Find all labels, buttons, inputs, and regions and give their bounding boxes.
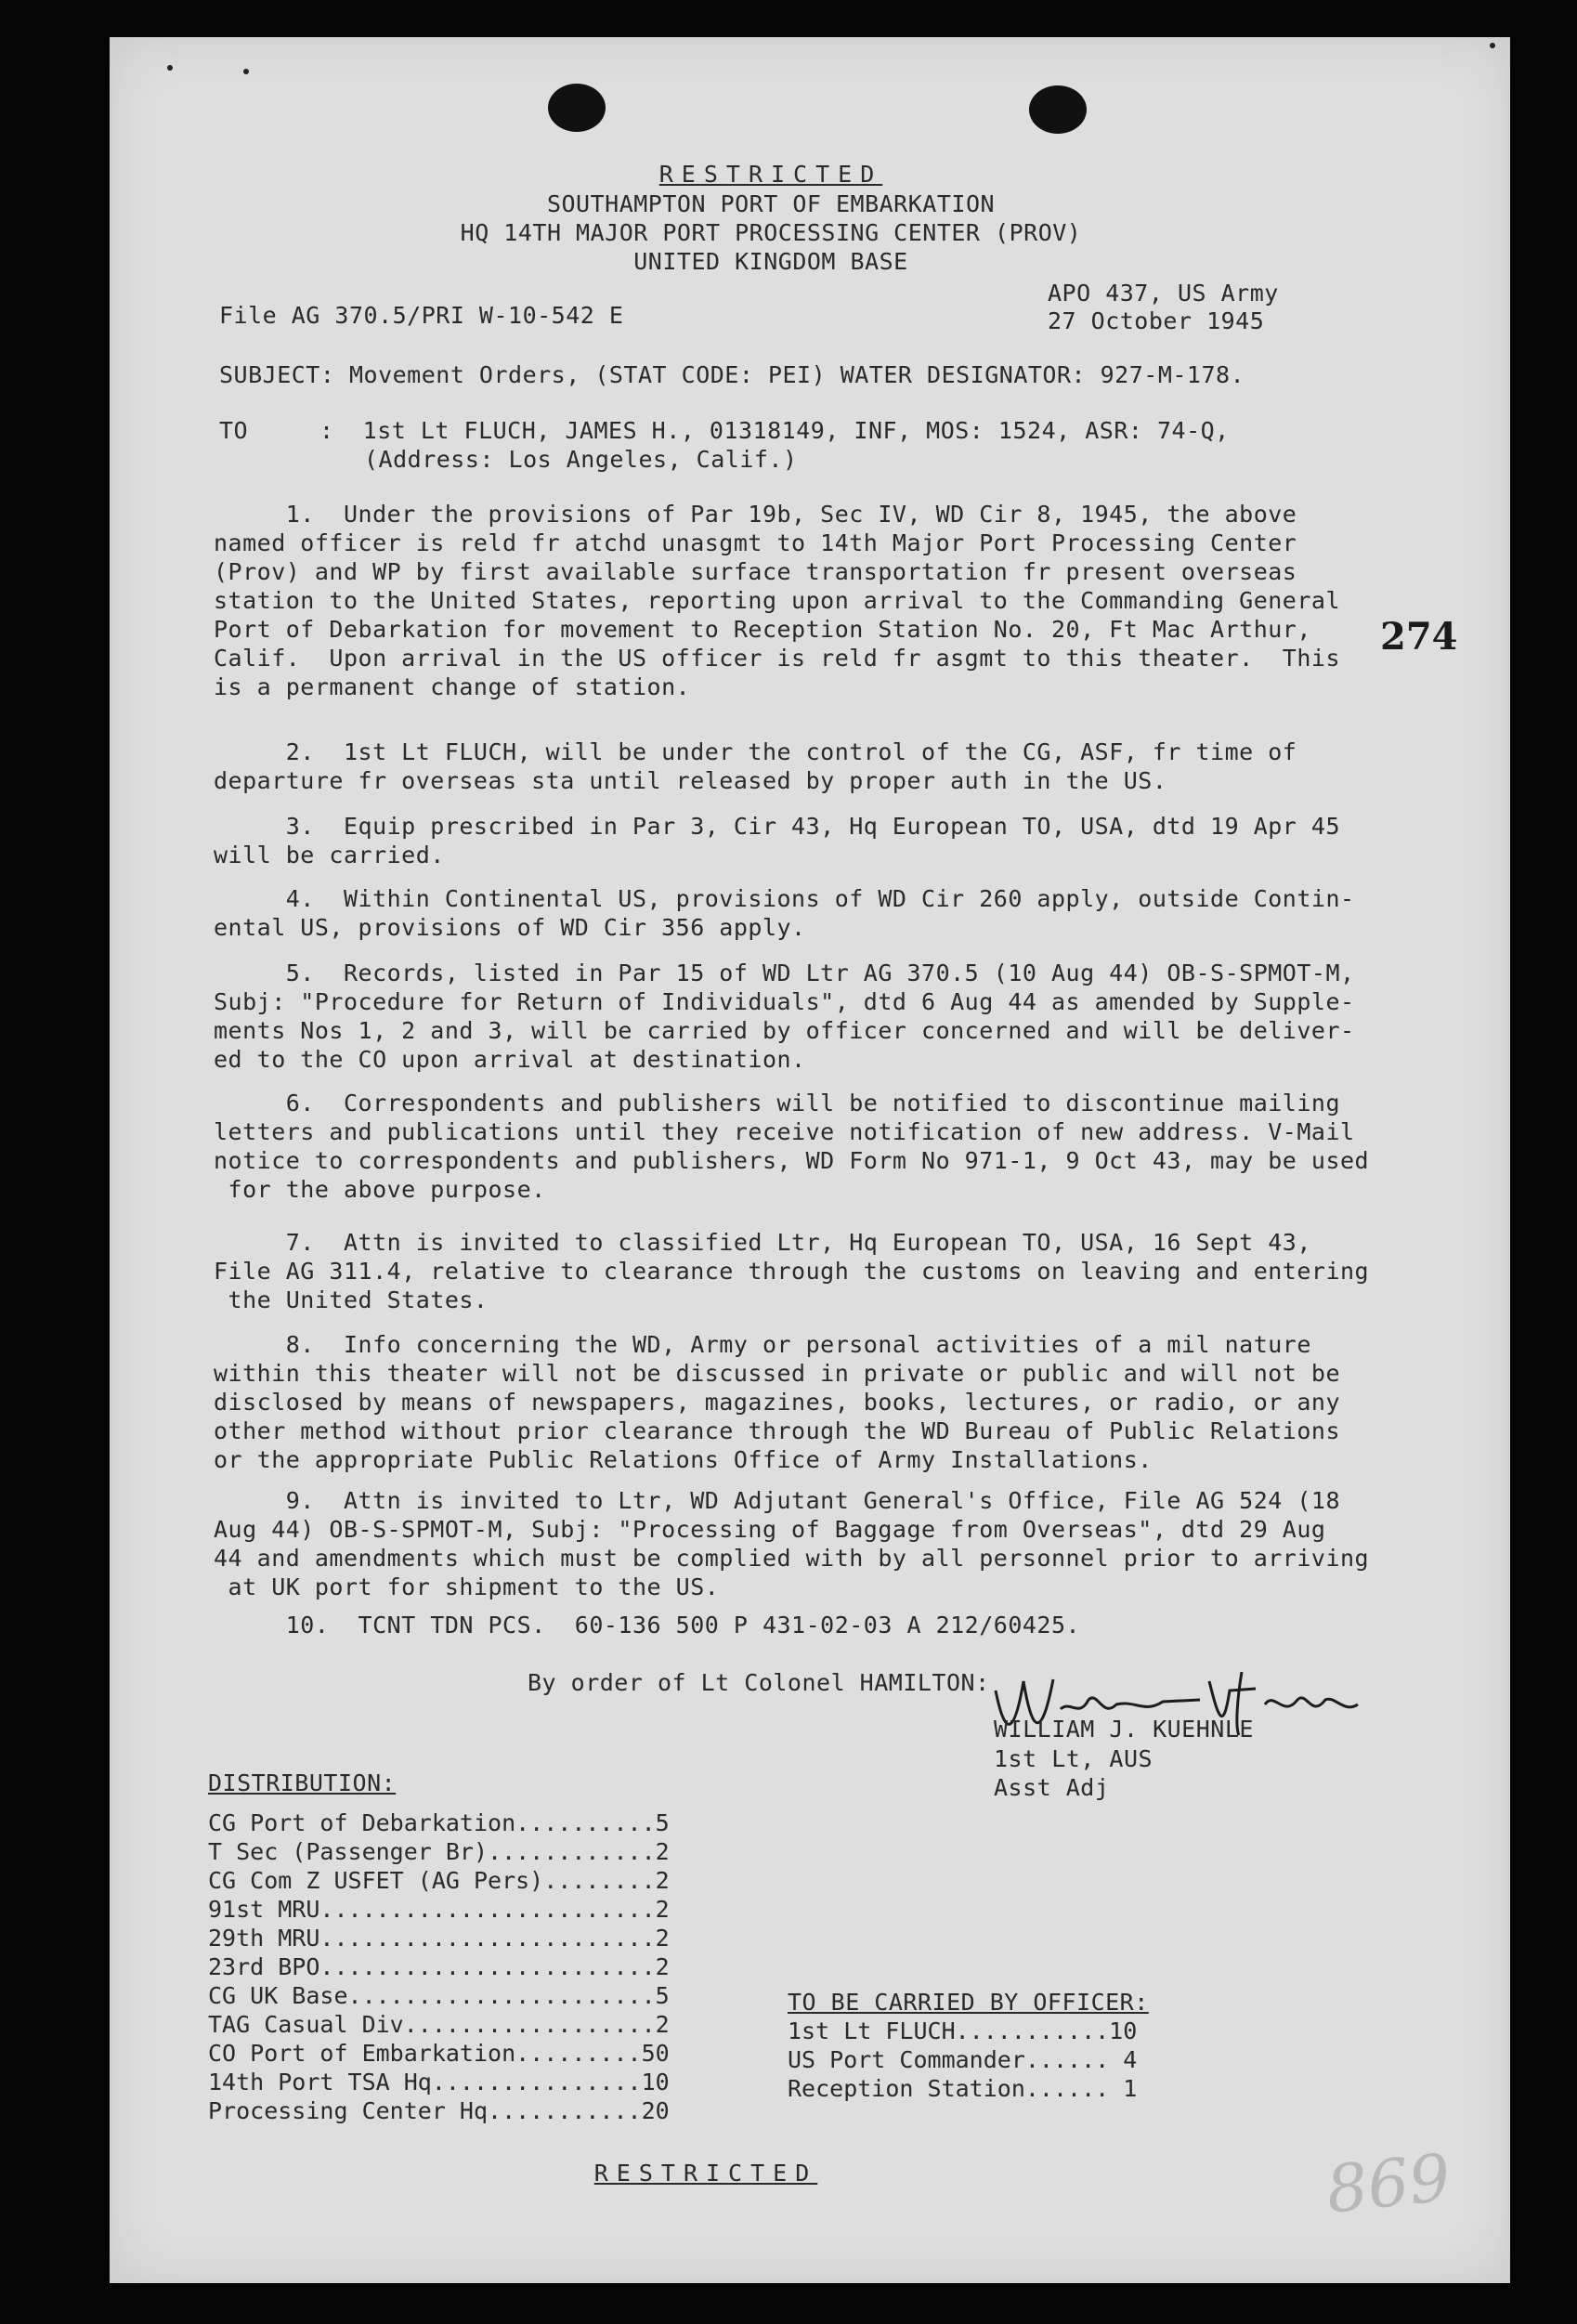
file-number: File AG 370.5/PRI W-10-542 E <box>219 302 624 329</box>
paragraph-1-line: 1. Under the provisions of Par 19b, Sec IV, WD Cir 8, 1945, the above <box>214 501 1297 528</box>
distribution-item: 29th MRU........................2 <box>208 1925 670 1952</box>
date-line: 27 October 1945 <box>1048 307 1265 334</box>
speck <box>243 69 249 74</box>
paragraph-10-line: 10. TCNT TDN PCS. 60-136 500 P 431-02-03 A 212/60425. <box>214 1612 1081 1639</box>
paragraph-6-line: 6. Correspondents and publishers will be notified to discontinue mailing <box>214 1090 1340 1116</box>
paragraph-6-line: notice to correspondents and publishers, WD Form No 971-1, 9 Oct 43, may be used <box>214 1147 1370 1174</box>
carried-item: US Port Commander...... 4 <box>788 2046 1138 2073</box>
paragraph-7-line: 7. Attn is invited to classified Ltr, Hq European TO, USA, 16 Sept 43, <box>214 1229 1311 1256</box>
by-order-line: By order of Lt Colonel HAMILTON: <box>528 1669 990 1696</box>
signer-title: Asst Adj <box>994 1774 1110 1801</box>
paragraph-5-line: ments Nos 1, 2 and 3, will be carried by officer concerned and will be deliver- <box>214 1017 1355 1044</box>
distribution-list <box>208 1808 670 2125</box>
paragraph-4-line: 4. Within Continental US, provisions of WD Cir 260 apply, outside Contin- <box>214 885 1355 912</box>
carried-item: Reception Station...... 1 <box>788 2075 1138 2102</box>
paragraph-1-line: named officer is reld fr atchd unasgmt to 14th Major Port Processing Center <box>214 529 1297 556</box>
classification-top: RESTRICTED <box>658 161 883 188</box>
paragraph-3-line: will be carried. <box>214 842 445 868</box>
punch-hole <box>1029 85 1087 134</box>
distribution-item: Processing Center Hq...........20 <box>208 2097 670 2124</box>
distribution-item: T Sec (Passenger Br)............2 <box>208 1838 670 1865</box>
distribution-item: 14th Port TSA Hq...............10 <box>208 2069 670 2096</box>
paragraph-7-line: the United States. <box>214 1286 489 1313</box>
apo-line: APO 437, US Army <box>1048 280 1279 307</box>
distribution-item: 23rd BPO........................2 <box>208 1953 670 1980</box>
distribution-item: CG Com Z USFET (AG Pers)........2 <box>208 1867 670 1894</box>
paragraph-1-line: is a permanent change of station. <box>214 673 691 700</box>
paragraph-8-line: disclosed by means of newspapers, magazines, books, lectures, or radio, or any <box>214 1389 1340 1416</box>
distribution-item: CO Port of Embarkation.........50 <box>208 2040 670 2067</box>
paragraph-8-line: 8. Info concerning the WD, Army or personal activities of a mil nature <box>214 1331 1311 1358</box>
paragraph-7-line: File AG 311.4, relative to clearance through the customs on leaving and entering <box>214 1258 1370 1285</box>
distribution-item: CG UK Base......................5 <box>208 1982 670 2009</box>
distribution-item: TAG Casual Div..................2 <box>208 2011 670 2038</box>
paragraph-9-line: 9. Attn is invited to Ltr, WD Adjutant General's Office, File AG 524 (18 <box>214 1487 1340 1514</box>
paragraph-1-line: Port of Debarkation for movement to Reception Station No. 20, Ft Mac Arthur, <box>214 616 1311 643</box>
speck <box>167 65 173 71</box>
margin-page-number: 274 <box>1380 615 1458 659</box>
paragraph-6-line: for the above purpose. <box>214 1176 546 1203</box>
paragraph-8-line: or the appropriate Public Relations Office of Army Installations. <box>214 1446 1153 1473</box>
signer-rank: 1st Lt, AUS <box>994 1745 1153 1772</box>
paragraph-2-line: departure fr overseas sta until released by proper auth in the US. <box>214 767 1167 794</box>
speck <box>1490 43 1495 48</box>
header-line-2: HQ 14TH MAJOR PORT PROCESSING CENTER (PROV) <box>460 219 1082 246</box>
carried-heading: TO BE CARRIED BY OFFICER: <box>788 1989 1149 2016</box>
header-line-1: SOUTHAMPTON PORT OF EMBARKATION <box>546 190 996 217</box>
to-label: TO <box>219 417 249 444</box>
to-line-2: (Address: Los Angeles, Calif.) <box>364 446 798 473</box>
header-line-3: UNITED KINGDOM BASE <box>633 248 908 275</box>
handwritten-file-number: 869 <box>1323 2139 1454 2228</box>
paragraph-8-line: other method without prior clearance through the WD Bureau of Public Relations <box>214 1417 1340 1444</box>
punch-hole <box>548 84 606 132</box>
distribution-item: CG Port of Debarkation..........5 <box>208 1809 670 1836</box>
paragraph-2-line: 2. 1st Lt FLUCH, will be under the control of the CG, ASF, fr time of <box>214 738 1297 765</box>
carried-list <box>788 2017 1137 2103</box>
paragraph-9-line: at UK port for shipment to the US. <box>214 1573 720 1600</box>
subject-line: SUBJECT: Movement Orders, (STAT CODE: PEI) WATER DESIGNATOR: 927-M-178. <box>219 361 1245 388</box>
paragraph-9-line: Aug 44) OB-S-SPMOT-M, Subj: "Processing of Baggage from Overseas", dtd 29 Aug <box>214 1516 1326 1543</box>
paragraph-8-line: within this theater will not be discussed in private or public and will not be <box>214 1360 1340 1387</box>
paragraph-6-line: letters and publications until they receive notification of new address. V-Mail <box>214 1118 1355 1145</box>
paragraph-9-line: 44 and amendments which must be complied with by all personnel prior to arriving <box>214 1545 1370 1572</box>
paragraph-4-line: ental US, provisions of WD Cir 356 apply. <box>214 914 806 941</box>
signer-name: WILLIAM J. KUEHNLE <box>994 1716 1254 1743</box>
distribution-item: 91st MRU........................2 <box>208 1896 670 1923</box>
classification-bottom: RESTRICTED <box>593 2160 818 2187</box>
paragraph-3-line: 3. Equip prescribed in Par 3, Cir 43, Hq European TO, USA, dtd 19 Apr 45 <box>214 813 1340 840</box>
paragraph-1-line: Calif. Upon arrival in the US officer is reld fr asgmt to this theater. This <box>214 645 1340 672</box>
paragraph-5-line: Subj: "Procedure for Return of Individuals", dtd 6 Aug 44 as amended by Supple- <box>214 988 1355 1015</box>
distribution-heading: DISTRIBUTION: <box>208 1769 397 1796</box>
carried-item: 1st Lt FLUCH...........10 <box>788 2017 1138 2044</box>
paragraph-1-line: (Prov) and WP by first available surface transportation fr present overseas <box>214 558 1297 585</box>
paragraph-1-line: station to the United States, reporting upon arrival to the Commanding General <box>214 587 1340 614</box>
paragraph-5-line: 5. Records, listed in Par 15 of WD Ltr AG 370.5 (10 Aug 44) OB-S-SPMOT-M, <box>214 960 1355 986</box>
to-line-1: : 1st Lt FLUCH, JAMES H., 01318149, INF, MOS: 1524, ASR: 74-Q, <box>319 417 1230 444</box>
paragraph-5-line: ed to the CO upon arrival at destination. <box>214 1046 806 1073</box>
